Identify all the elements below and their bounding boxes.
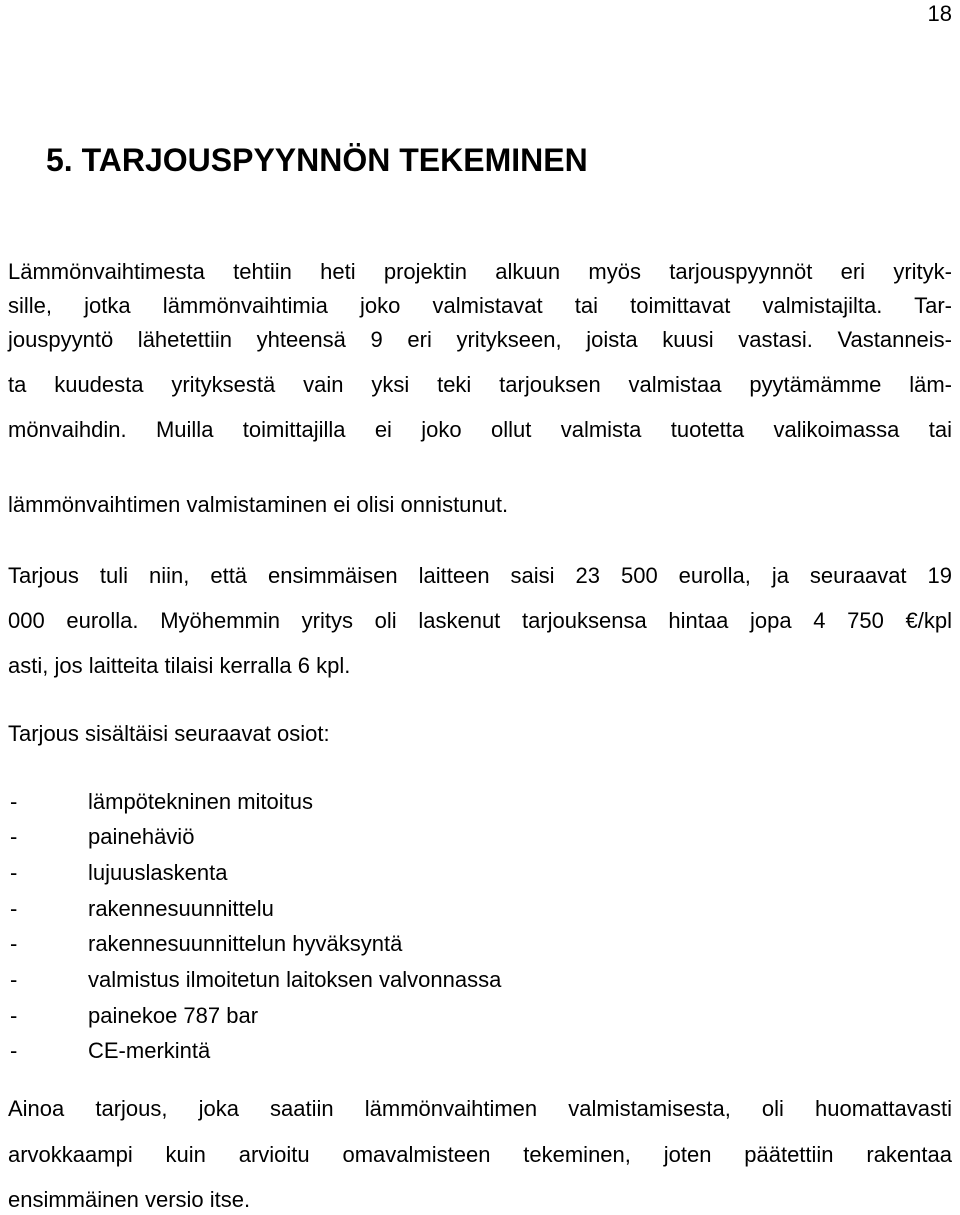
paragraph-line: sille, jotka lämmönvaihtimia joko valmistavat tai toimittavat valmistajilta. Tar- — [8, 293, 952, 318]
list-item-label: rakennesuunnittelun hyväksyntä — [88, 931, 403, 956]
list-bullet: - — [10, 931, 18, 956]
paragraph-line: Tarjous tuli niin, että ensimmäisen laitteen saisi 23 500 eurolla, ja seuraavat 19 — [8, 563, 952, 588]
paragraph-line: Tarjous sisältäisi seuraavat osiot: — [8, 721, 330, 746]
list-bullet: - — [10, 967, 18, 992]
paragraph-line: arvokkaampi kuin arvioitu omavalmisteen tekeminen, joten päätettiin rakentaa — [8, 1142, 952, 1167]
list-item — [8, 858, 227, 888]
chapter-heading: 5. TARJOUSPYYNNÖN TEKEMINEN — [46, 142, 588, 178]
list-item — [8, 822, 194, 852]
paragraph-line: ta kuudesta yrityksestä vain yksi teki tarjouksen valmistaa pyytämämme läm- — [8, 372, 952, 397]
list-item — [8, 965, 501, 995]
list-bullet: - — [10, 860, 18, 885]
list-item-label: CE-merkintä — [88, 1038, 211, 1063]
list-item-label: painehäviö — [88, 824, 195, 849]
list-item-label: rakennesuunnittelu — [88, 896, 274, 921]
paragraph-line: lämmönvaihtimen valmistaminen ei olisi onnistunut. — [8, 492, 509, 517]
paragraph-line: Ainoa tarjous, joka saatiin lämmönvaihtimen valmistamisesta, oli huomattavasti — [8, 1096, 952, 1121]
list-item — [8, 894, 274, 924]
page-number: 18 — [927, 1, 952, 26]
paragraph-line: asti, jos laitteita tilaisi kerralla 6 kpl. — [8, 653, 351, 678]
paragraph-line: mönvaihdin. Muilla toimittajilla ei joko ollut valmista tuotetta valikoimassa tai — [8, 417, 952, 442]
paragraph-line: ensimmäinen versio itse. — [8, 1187, 251, 1212]
list-item-label: valmistus ilmoitetun laitoksen valvonnassa — [88, 967, 502, 992]
paragraph-line: 000 eurolla. Myöhemmin yritys oli laskenut tarjouksensa hintaa jopa 4 750 €/kpl — [8, 608, 952, 633]
paragraph-line: Lämmönvaihtimesta tehtiin heti projektin alkuun myös tarjouspyynnöt eri yrityk- — [8, 259, 952, 284]
list-item — [8, 929, 402, 959]
list-bullet: - — [10, 824, 18, 849]
list-bullet: - — [10, 896, 18, 921]
list-item-label: lämpötekninen mitoitus — [88, 789, 314, 814]
list-bullet: - — [10, 789, 18, 814]
list-item — [8, 787, 313, 817]
list-item — [8, 1001, 258, 1031]
list-bullet: - — [10, 1038, 18, 1063]
list-item-label: painekoe 787 bar — [88, 1003, 259, 1028]
list-bullet: - — [10, 1003, 18, 1028]
list-item — [8, 1036, 210, 1066]
paragraph-line: jouspyyntö lähetettiin yhteensä 9 eri yritykseen, joista kuusi vastasi. Vastanneis- — [8, 327, 952, 352]
list-item-label: lujuuslaskenta — [88, 860, 228, 885]
